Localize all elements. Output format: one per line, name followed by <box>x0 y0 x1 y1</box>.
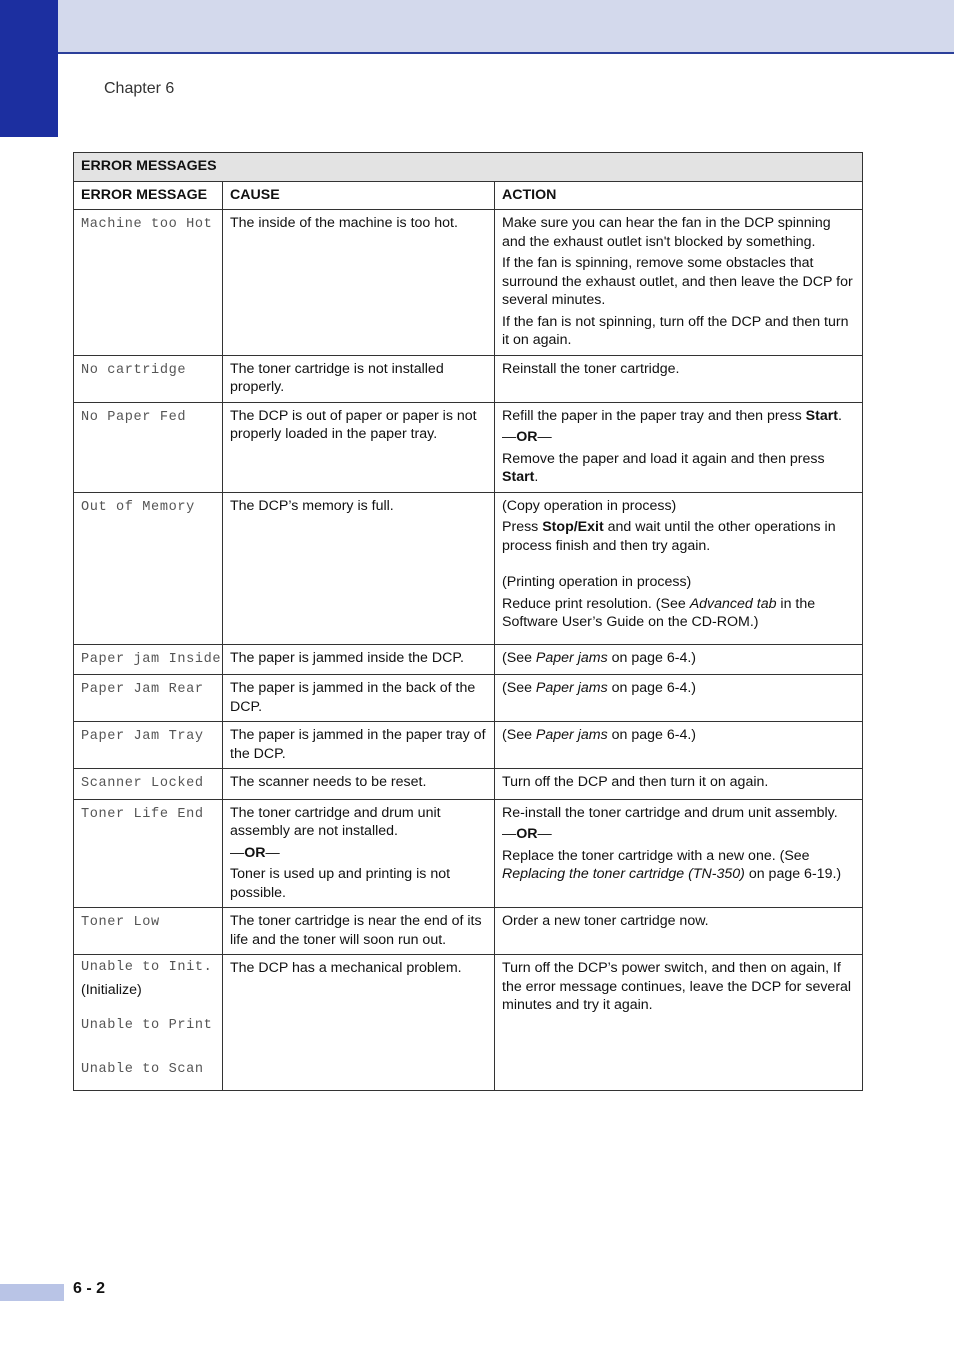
error-message-text: Unable to Print <box>81 1018 213 1033</box>
table-header-row <box>74 181 863 210</box>
action-text: If the fan is spinning, remove some obstacles that surround the exhaust outlet, and then leave the DCP for several minutes. <box>502 255 853 308</box>
header-band <box>0 0 954 54</box>
table-row <box>74 210 863 356</box>
table-row <box>74 492 863 644</box>
or-separator: —OR— <box>502 429 552 445</box>
error-message-text: No cartridge <box>81 362 187 378</box>
action-cell: Turn off the DCP and then turn it on again. <box>495 769 863 800</box>
cause-text: The toner cartridge and drum unit assembly are not installed. <box>230 804 441 839</box>
error-message-text: No Paper Fed <box>81 409 187 425</box>
table-row <box>74 955 863 1091</box>
error-message-cell <box>74 355 223 402</box>
reference-link-text: Paper jams <box>535 727 608 743</box>
table-caption: ERROR MESSAGES <box>74 153 863 182</box>
table-caption-row <box>74 153 863 182</box>
reference-link-text: Advanced tab <box>689 595 777 612</box>
action-cell <box>495 402 863 492</box>
column-header-action: ACTION <box>495 181 863 210</box>
error-message-text: Unable to Scan <box>81 1061 204 1077</box>
error-messages-table <box>73 152 863 1091</box>
action-cell <box>495 210 863 356</box>
chapter-label: Chapter 6 <box>104 80 175 97</box>
error-message-cell <box>74 799 223 908</box>
cause-cell: The paper is jammed inside the DCP. <box>223 644 495 675</box>
action-text: (Printing operation in process) <box>502 574 692 590</box>
error-message-cell <box>74 492 223 644</box>
table-row <box>74 908 863 955</box>
table-row <box>74 644 863 675</box>
cause-cell: The DCP is out of paper or paper is not properly loaded in the paper tray. <box>223 402 495 492</box>
spacer <box>502 555 855 573</box>
error-message-cell <box>74 644 223 675</box>
table-row <box>74 355 863 402</box>
action-text: Re-install the toner cartridge and drum unit assembly. <box>502 804 838 821</box>
spacer <box>81 1036 215 1054</box>
action-cell: (See Paper jams on page 6-4.) <box>495 675 863 722</box>
page-number: 6 - 2 <box>73 1280 106 1297</box>
action-cell <box>495 799 863 908</box>
start-key-label: Start <box>502 469 535 485</box>
cause-cell: The toner cartridge is near the end of its life and the toner will soon run out. <box>223 908 495 955</box>
action-cell: Order a new toner cartridge now. <box>495 908 863 955</box>
spacer <box>81 999 215 1017</box>
error-message-cell <box>74 675 223 722</box>
error-message-cell <box>74 908 223 955</box>
reference-link-text: Paper jams <box>535 680 608 696</box>
action-cell: (See Paper jams on page 6-4.) <box>495 644 863 675</box>
error-message-cell <box>74 722 223 769</box>
table-row <box>74 769 863 800</box>
column-header-error-message: ERROR MESSAGE <box>74 181 223 210</box>
error-message-note: (Initialize) <box>81 981 142 998</box>
cause-cell: The inside of the machine is too hot. <box>223 210 495 356</box>
table-row <box>74 675 863 722</box>
error-message-text: Out of Memory <box>81 499 195 515</box>
error-message-text: Paper Jam Tray <box>81 729 204 744</box>
action-cell: Reinstall the toner cartridge. <box>495 355 863 402</box>
error-message-text: Toner Life End <box>81 806 204 822</box>
column-header-cause: CAUSE <box>223 181 495 210</box>
error-message-text: Machine too Hot <box>81 217 213 232</box>
cause-cell: The toner cartridge is not installed properly. <box>223 355 495 402</box>
action-cell: (See Paper jams on page 6-4.) <box>495 722 863 769</box>
table-row <box>74 722 863 769</box>
stop-exit-key-label: Stop/Exit <box>542 519 604 535</box>
table-row <box>74 799 863 908</box>
cause-cell: The scanner needs to be reset. <box>223 769 495 800</box>
cause-cell <box>223 799 495 908</box>
action-cell <box>495 492 863 644</box>
cause-text: Toner is used up and printing is not possible. <box>230 866 451 901</box>
error-message-cell <box>74 769 223 800</box>
cause-cell: The paper is jammed in the paper tray of the DCP. <box>223 722 495 769</box>
error-message-cell <box>74 210 223 356</box>
action-text: (Copy operation in process) <box>502 497 677 514</box>
table-row <box>74 402 863 492</box>
or-separator: —OR— <box>230 844 280 861</box>
action-text: Remove the paper and load it again and then press Start. <box>502 450 825 485</box>
error-message-text: Toner Low <box>81 915 160 930</box>
action-cell: Turn off the DCP’s power switch, and then on again, If the error message continues, leave the DCP for several minutes and try it again. <box>495 955 863 1091</box>
error-message-text: Paper jam Inside <box>81 651 222 667</box>
chapter-tab-marker <box>0 0 58 137</box>
error-message-cell <box>74 402 223 492</box>
error-message-text: Paper Jam Rear <box>81 682 204 697</box>
error-message-text: Unable to Init. <box>81 960 213 975</box>
action-text: If the fan is not spinning, turn off the DCP and then turn it on again. <box>502 313 849 348</box>
action-text: Press Stop/Exit and wait until the other operations in process finish and then try again. <box>502 519 836 554</box>
cause-cell: The paper is jammed in the back of the DCP. <box>223 675 495 722</box>
action-text: Reduce print resolution. (See Advanced tab in the Software User’s Guide on the CD-ROM.) <box>502 595 816 630</box>
or-separator: —OR— <box>502 826 552 842</box>
reference-link-text: Paper jams <box>535 649 608 666</box>
error-message-cell <box>74 955 223 1091</box>
action-text: Refill the paper in the paper tray and then press Start. <box>502 407 842 424</box>
reference-link-text: Replacing the toner cartridge (TN-350) <box>502 866 745 882</box>
page-number-band <box>0 1284 64 1301</box>
error-message-text: Scanner Locked <box>81 776 204 791</box>
cause-cell: The DCP’s memory is full. <box>223 492 495 644</box>
action-text: Make sure you can hear the fan in the DCP spinning and the exhaust outlet isn't blocked by something. <box>502 215 831 250</box>
action-text: Replace the toner cartridge with a new one. (See Replacing the toner cartridge (TN-350) on page 6-19.) <box>502 847 842 882</box>
start-key-label: Start <box>805 407 838 424</box>
cause-cell: The DCP has a mechanical problem. <box>223 955 495 1091</box>
